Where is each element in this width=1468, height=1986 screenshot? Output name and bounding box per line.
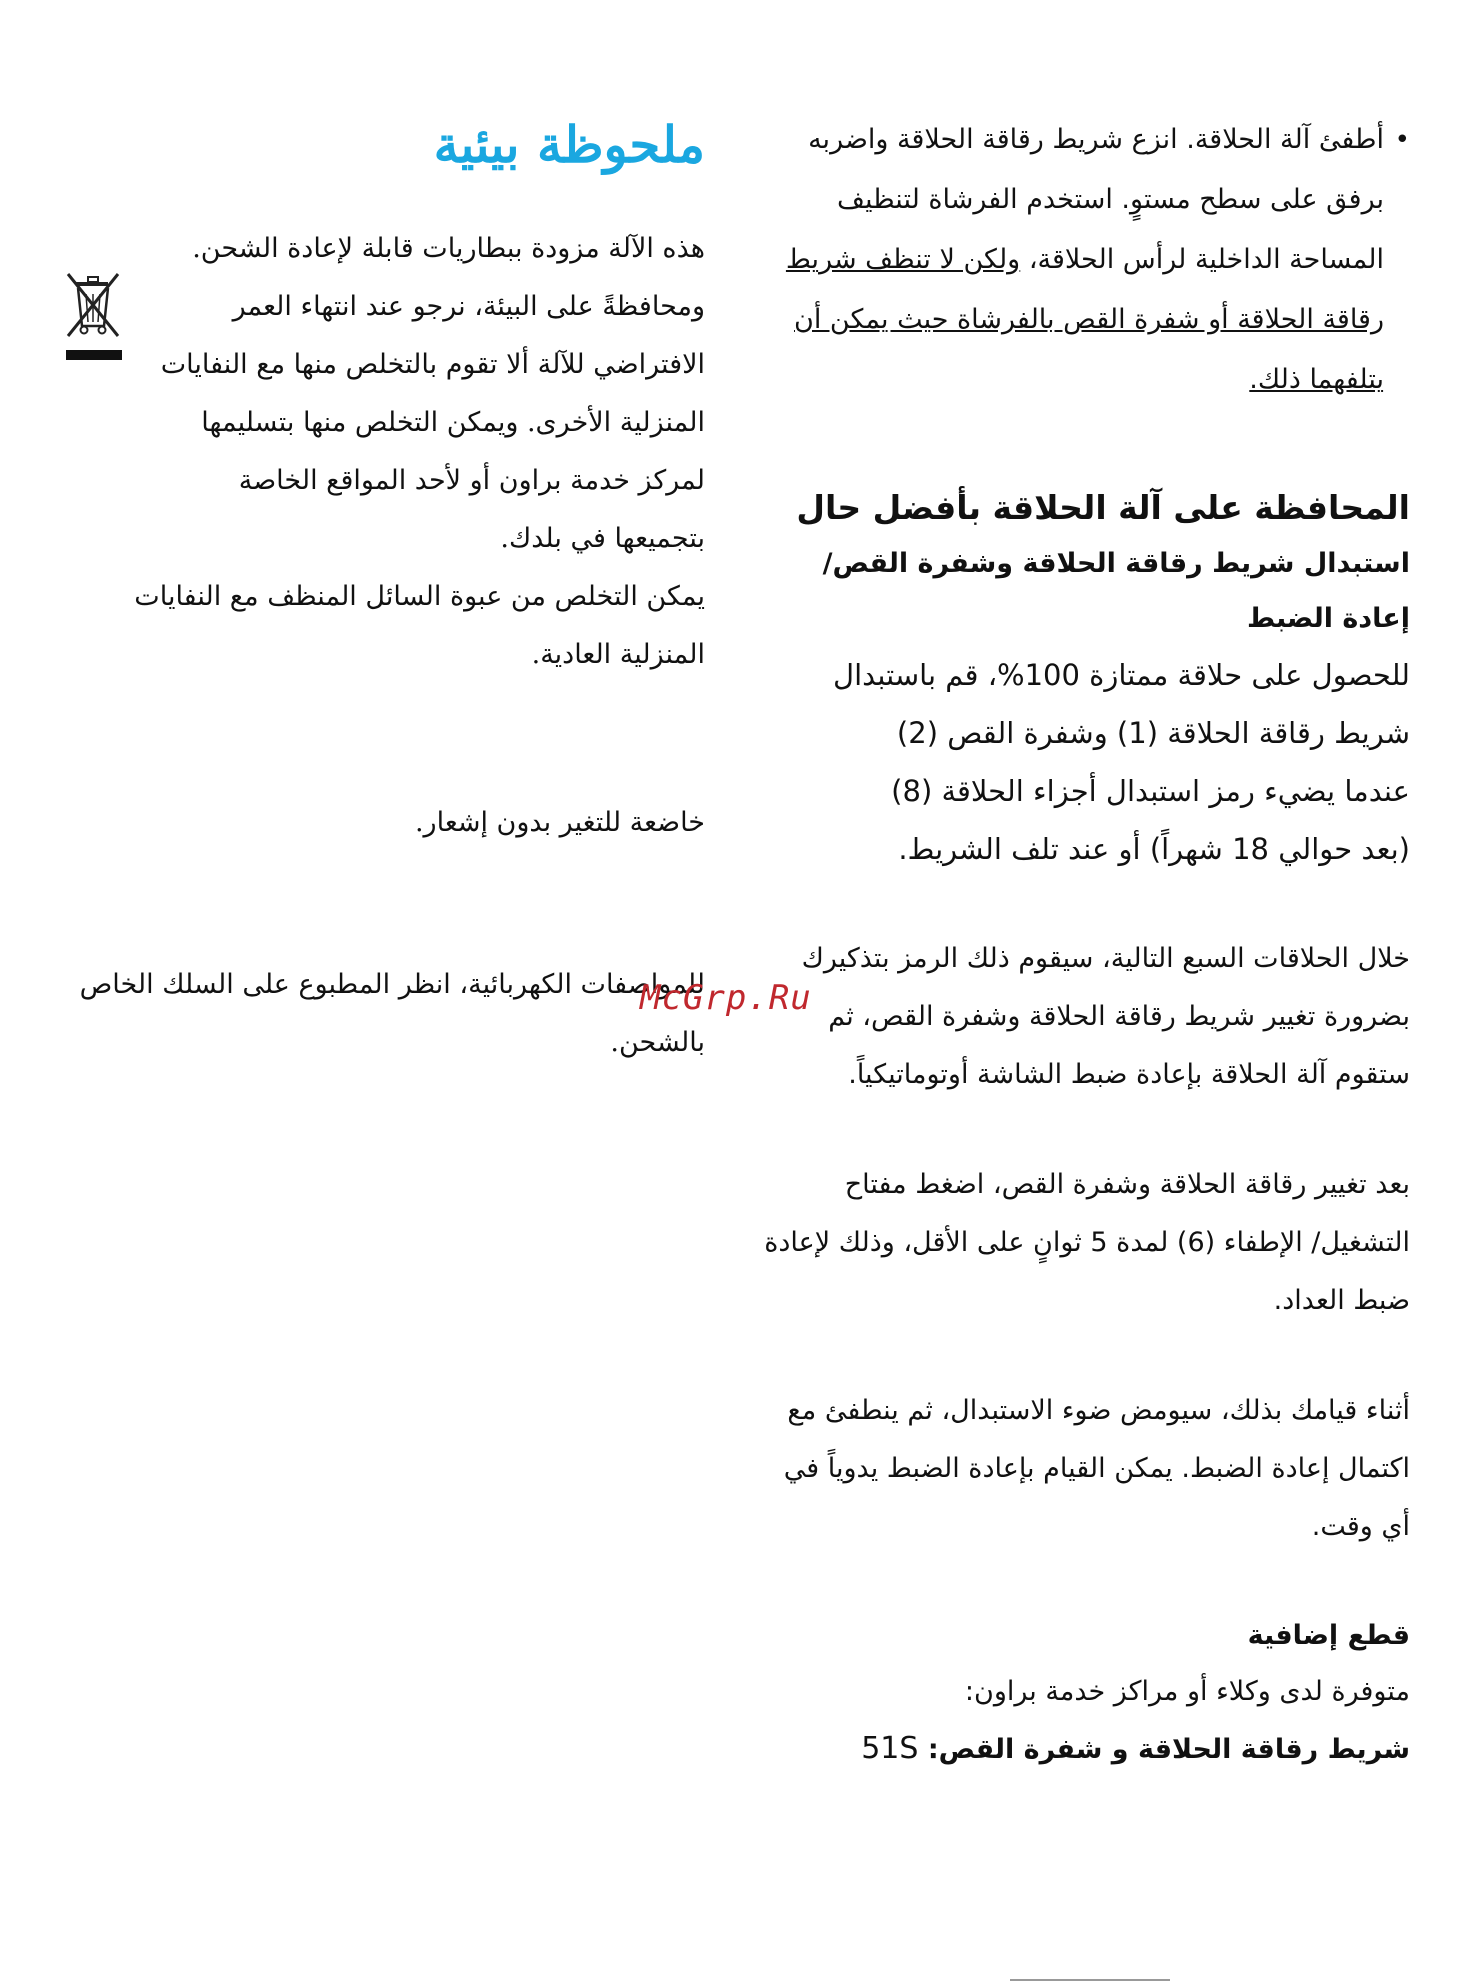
cleaning-bullet bbox=[760, 110, 1410, 410]
seven-shaves-paragraph: خلال الحلاقات السبع التالية، سيقوم ذلك الرمز بتذكيرك بضرورة تغيير شريط رقاقة الحلاقة وشفرة القص، ثم ستقوم آلة الحلاقة بإعادة ضبط الشاشة أوتوماتيكياً. bbox=[801, 943, 1410, 1090]
replacement-line: للحصول على حلاقة ممتازة 100%، قم باستبدال bbox=[833, 658, 1410, 692]
cleaning-text: أطفئ آلة الحلاقة. انزع شريط رقاقة الحلاقة واضربه برفق على سطح مستوٍ. استخدم الفرشاة لتنظيف المساحة الداخلية لرأس الحلاقة، bbox=[808, 124, 1384, 275]
crossed-out-bin-icon bbox=[62, 270, 128, 368]
reset-light-paragraph: أثناء قيامك بذلك، سيومض ضوء الاستبدال، ثم ينطفئ مع اكتمال إعادة الضبط. يمكن القيام بإعادة الضبط يدوياً في أي وقت. bbox=[783, 1395, 1410, 1542]
reset-counter-paragraph: بعد تغيير رقاقة الحلاقة وشفرة القص، اضغط مفتاح التشغيل/ الإطفاء (6) لمدة 5 ثوانٍ على الأقل، وذلك لإعادة ضبط العداد. bbox=[764, 1169, 1410, 1316]
subject-to-change-text: خاضعة للتغير بدون إشعار. bbox=[414, 807, 705, 838]
watermark-text: McGrp.Ru bbox=[640, 978, 812, 1018]
replacement-line: عندما يضيء رمز استبدال أجزاء الحلاقة (8) bbox=[891, 774, 1410, 808]
replacement-line: شريط رقاقة الحلاقة (1) وشفرة القص (2) bbox=[896, 716, 1410, 750]
left-column bbox=[60, 110, 705, 1072]
extra-parts-text: متوفرة لدى وكلاء أو مراكز خدمة براون: bbox=[964, 1676, 1410, 1707]
replacement-line: (بعد حوالي 18 شهراً) أو عند تلف الشريط. bbox=[898, 832, 1410, 866]
replacement-subtitle: استبدال شريط رقاقة الحلاقة وشفرة القص/ إعادة الضبط bbox=[822, 548, 1410, 634]
environmental-note-text: هذه الآلة مزودة ببطاريات قابلة لإعادة الشحن. ومحافظةً على البيئة، نرجو عند انتهاء العمر الافتراضي للآلة ألا تقوم بالتخلص منها مع النفايات المنزلية الأخرى. ويمكن التخلص منها بتسليمها لمركز خدمة براون أو لأحد المواقع الخاصة بتجميعها في بلدك. bbox=[160, 233, 705, 554]
maintenance-title: المحافظة على آلة الحلاقة بأفضل حال bbox=[796, 488, 1410, 527]
part-code: 51S bbox=[861, 1731, 919, 1766]
right-column bbox=[760, 110, 1410, 1777]
extra-parts-title: قطع إضافية bbox=[1247, 1620, 1410, 1651]
liquid-disposal-text: يمكن التخلص من عبوة السائل المنظف مع النفايات المنزلية العادية. bbox=[134, 581, 705, 670]
part-line bbox=[760, 1721, 1410, 1777]
footer-mark bbox=[1010, 1975, 1170, 1985]
part-label: شريط رقاقة الحلاقة و شفرة القص: bbox=[927, 1734, 1410, 1765]
cleaning-instructions bbox=[760, 110, 1384, 410]
environmental-note-title: ملحوظة بيئية bbox=[433, 115, 705, 174]
bullet-dot: • bbox=[1394, 125, 1410, 155]
cleaning-warning: ولكن لا تنظف شريط رقاقة الحلاقة أو شفرة القص بالفرشاة حيث يمكن أن يتلفهما ذلك. bbox=[785, 244, 1384, 395]
electrical-specs-text: للمواصفات الكهربائية، انظر المطبوع على السلك الخاص بالشحن. bbox=[79, 969, 705, 1058]
